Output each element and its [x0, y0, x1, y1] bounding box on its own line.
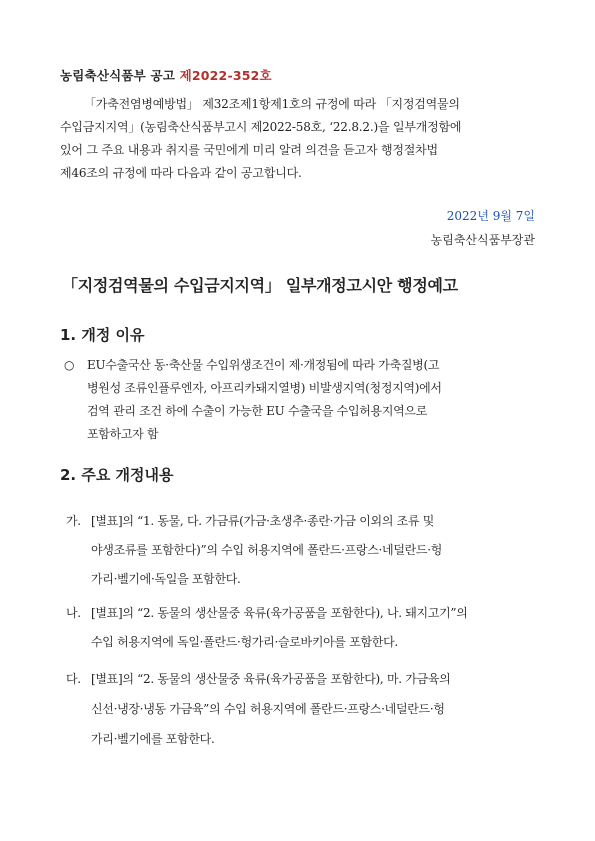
- notice-number: 제2022-352호: [179, 68, 272, 83]
- item-1-line-3: 가리·벨기에·독일을 포함한다.: [91, 572, 241, 586]
- item-3-line-3: 가리·벨기에를 포함한다.: [91, 732, 215, 746]
- intro-line-2: 수입금지지역」(농림축산식품부고시 제2022-58호, ‘22.8.2.)을 일부개정함에: [60, 120, 462, 134]
- bullet-icon: ○: [64, 358, 75, 372]
- intro-line-4: 제46조의 규정에 따라 다음과 같이 공고합니다.: [60, 166, 302, 180]
- notice-header: [60, 66, 272, 84]
- section-2-heading: 2. 주요 개정내용: [60, 466, 174, 484]
- notice-date: 2022년 9월 7일: [446, 209, 535, 223]
- minister-signature: 농림축산식품부장관: [430, 233, 535, 247]
- section-1-line-1: EU수출국산 동·축산물 수입위생조건이 제·개정됨에 따라 가축질병(고: [87, 358, 440, 372]
- intro-line-1: 「가축전염병예방법」 제32조제1항제1호의 규정에 따라 「지정검역물의: [84, 97, 460, 111]
- item-1-line-1: [별표]의 “1. 동물, 다. 가금류(가금·초생추·종란·가금 이외의 조류 및: [91, 514, 435, 528]
- item-marker: 다.: [66, 672, 81, 686]
- notice-agency: 농림축산식품부 공고: [60, 68, 176, 83]
- item-marker: 가.: [66, 514, 81, 528]
- item-2-line-1: [별표]의 “2. 동물의 생산물중 육류(육가공품을 포함한다), 나. 돼지고기”의: [91, 606, 468, 620]
- item-1-line-2: 야생조류를 포함한다)”의 수입 허용지역에 폴란드·프랑스·네덜란드·헝: [91, 543, 442, 557]
- section-1-line-3: 검역 관리 조건 하에 수출이 가능한 EU 수출국을 수입허용지역으로: [87, 404, 427, 418]
- item-marker: 나.: [66, 606, 81, 620]
- section-1-line-2: 병원성 조류인플루엔자, 아프리카돼지열병) 비발생지역(청정지역)에서: [87, 381, 442, 395]
- section-1-heading: 1. 개정 이유: [60, 326, 145, 344]
- intro-line-3: 있어 그 주요 내용과 취지를 국민에게 미리 알려 의견을 듣고자 행정절차법: [60, 143, 438, 157]
- item-3-line-2: 신선·냉장·냉동 가금육”의 수입 허용지역에 폴란드·프랑스·네덜란드·헝: [91, 702, 445, 716]
- document-title: 「지정검역물의 수입금지지역」 일부개정고시안 행정예고: [62, 276, 458, 295]
- item-2-line-2: 수입 허용지역에 독일·폴란드·헝가리·슬로바키아를 포함한다.: [91, 635, 398, 649]
- section-1-line-4: 포함하고자 함: [87, 427, 159, 441]
- item-3-line-1: [별표]의 “2. 동물의 생산물중 육류(육가공품을 포함한다), 마. 가금육의: [91, 672, 451, 686]
